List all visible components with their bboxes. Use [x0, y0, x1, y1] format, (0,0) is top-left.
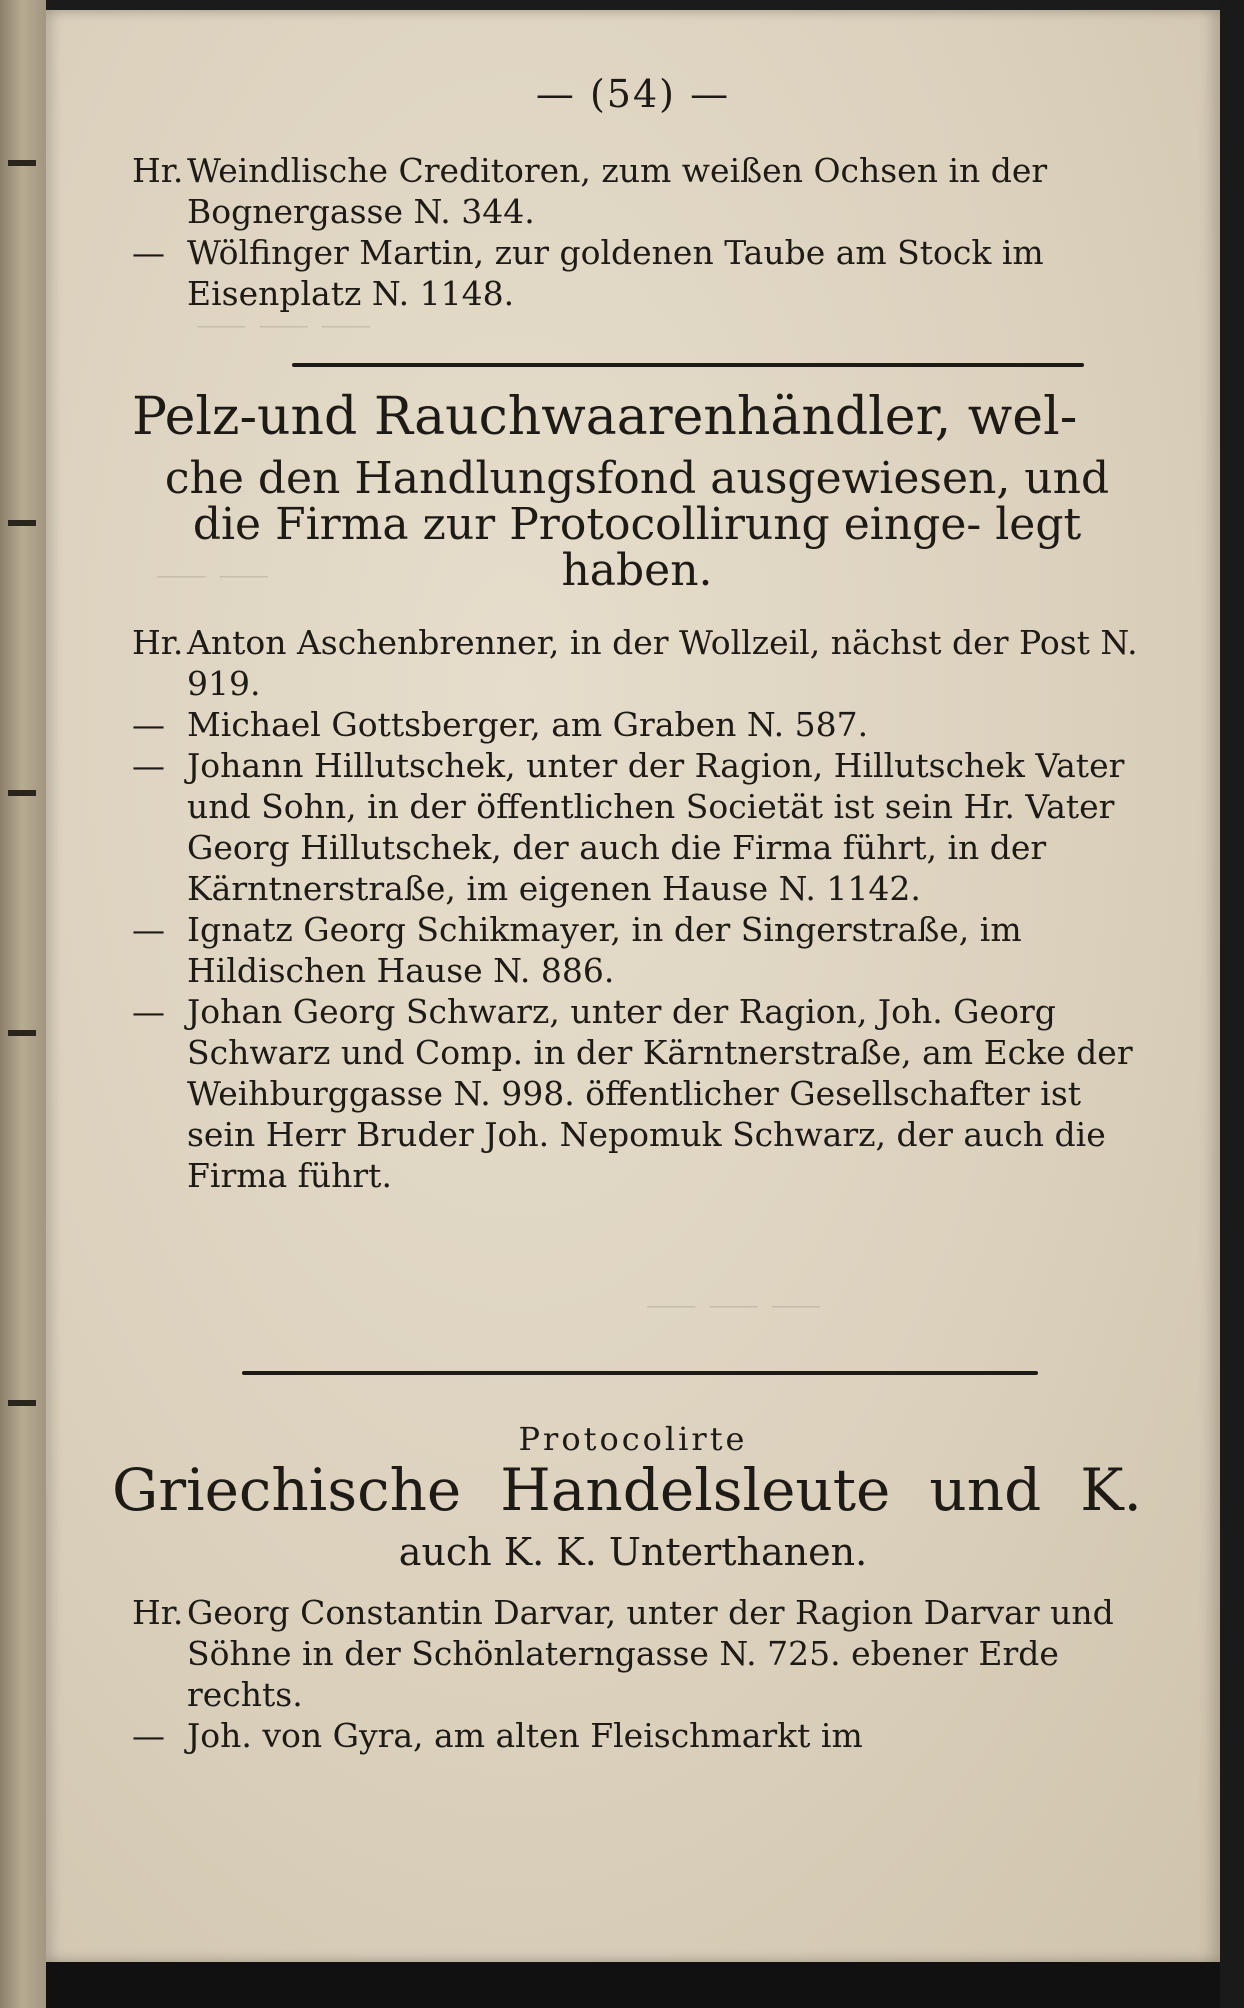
page-edge-mark — [8, 790, 36, 796]
entry-text: Weindlische Creditoren, zum weißen Ochsen in der Bognergasse N. 344. — [187, 151, 1048, 231]
entry-darvar — [132, 1592, 1142, 1715]
entry-gyra — [132, 1715, 1142, 1756]
top-entries — [132, 150, 1142, 314]
entry-text: Johann Hillutschek, unter der Ragion, Hillutschek Vater und Sohn, in der öffentlichen Societät ist sein Hr. Vater Georg Hillutschek, der auch die Firma führt, in der Kärntnerstraße, im eigenen Hause N. 1142. — [187, 746, 1125, 908]
page-edge-mark — [8, 160, 36, 166]
previous-pages-edge — [0, 0, 46, 2008]
entry-prefix: Hr. — [132, 151, 184, 190]
entry-text: Johan Georg Schwarz, unter der Ragion, Joh. Georg Schwarz und Comp. in der Kärntnerstraße, am Ecke der Weihburggasse N. 998. öffentlicher Gesellschafter ist sein Herr Bruder Joh. Nepomuk Schwarz, der auch die Firma führt. — [187, 992, 1133, 1195]
entry-prefix: Hr. — [132, 1593, 184, 1632]
section-divider — [242, 1371, 1038, 1375]
entry-hillutschek — [132, 745, 1142, 909]
entry-gottsberger — [132, 704, 1142, 745]
section-divider — [292, 363, 1084, 367]
entry-prefix: — — [132, 705, 165, 744]
section-pelz — [132, 388, 1142, 1196]
entry-prefix: — — [132, 992, 165, 1031]
entry-prefix: — — [132, 233, 165, 272]
entry-text: Wölfinger Martin, zur goldenen Taube am Stock im Eisenplatz N. 1148. — [187, 233, 1044, 313]
entry-schikmayer — [132, 909, 1142, 991]
section-title: Griechische Handelsleute und K. — [112, 1456, 1142, 1524]
entry-aschenbrenner — [132, 622, 1142, 704]
entry-schwarz — [132, 991, 1142, 1196]
page-edge-mark — [8, 1400, 36, 1406]
section-heading-line1: Pelz-und Rauchwaarenhändler, wel- — [132, 387, 1078, 447]
section-subtitle: auch K. K. Unterthanen. — [398, 1530, 868, 1574]
section-griechische — [132, 1592, 1142, 1756]
entry-prefix: — — [132, 910, 165, 949]
entry-text: Anton Aschenbrenner, in der Wollzeil, nächst der Post N. 919. — [187, 623, 1138, 703]
right-margin-edge — [1220, 0, 1244, 2008]
entry-prefix: — — [132, 1716, 165, 1755]
book-page — [46, 10, 1220, 1962]
scan-bottom-strip — [46, 1962, 1220, 2008]
page-number: — (54) — — [535, 72, 731, 116]
entry-text: Ignatz Georg Schikmayer, in der Singerstraße, im Hildischen Hause N. 886. — [187, 910, 1022, 990]
section-kicker: Protocolirte — [518, 1420, 748, 1458]
entry-woelfinger — [132, 232, 1142, 314]
show-through-text: ⸺ ⸺ — [156, 558, 271, 593]
entry-text: Joh. von Gyra, am alten Fleischmarkt im — [187, 1716, 863, 1755]
entry-prefix: — — [132, 746, 165, 785]
entry-text: Michael Gottsberger, am Graben N. 587. — [187, 705, 869, 744]
entry-text: Georg Constantin Darvar, unter der Ragion Darvar und Söhne in der Schönlaterngasse N. 725. ebener Erde rechts. — [187, 1593, 1114, 1714]
show-through-text: ⸺ ⸺ ⸺ — [646, 1288, 823, 1323]
section-heading-rest: che den Handlungsfond ausgewiesen, und die Firma zur Protocollirung einge- legt haben. — [164, 453, 1110, 596]
entry-prefix: Hr. — [132, 623, 184, 662]
show-through-text: ⸺ ⸺ ⸺ — [196, 308, 373, 343]
entry-weindlische — [132, 150, 1142, 232]
page-edge-mark — [8, 520, 36, 526]
page-edge-mark — [8, 1030, 36, 1036]
